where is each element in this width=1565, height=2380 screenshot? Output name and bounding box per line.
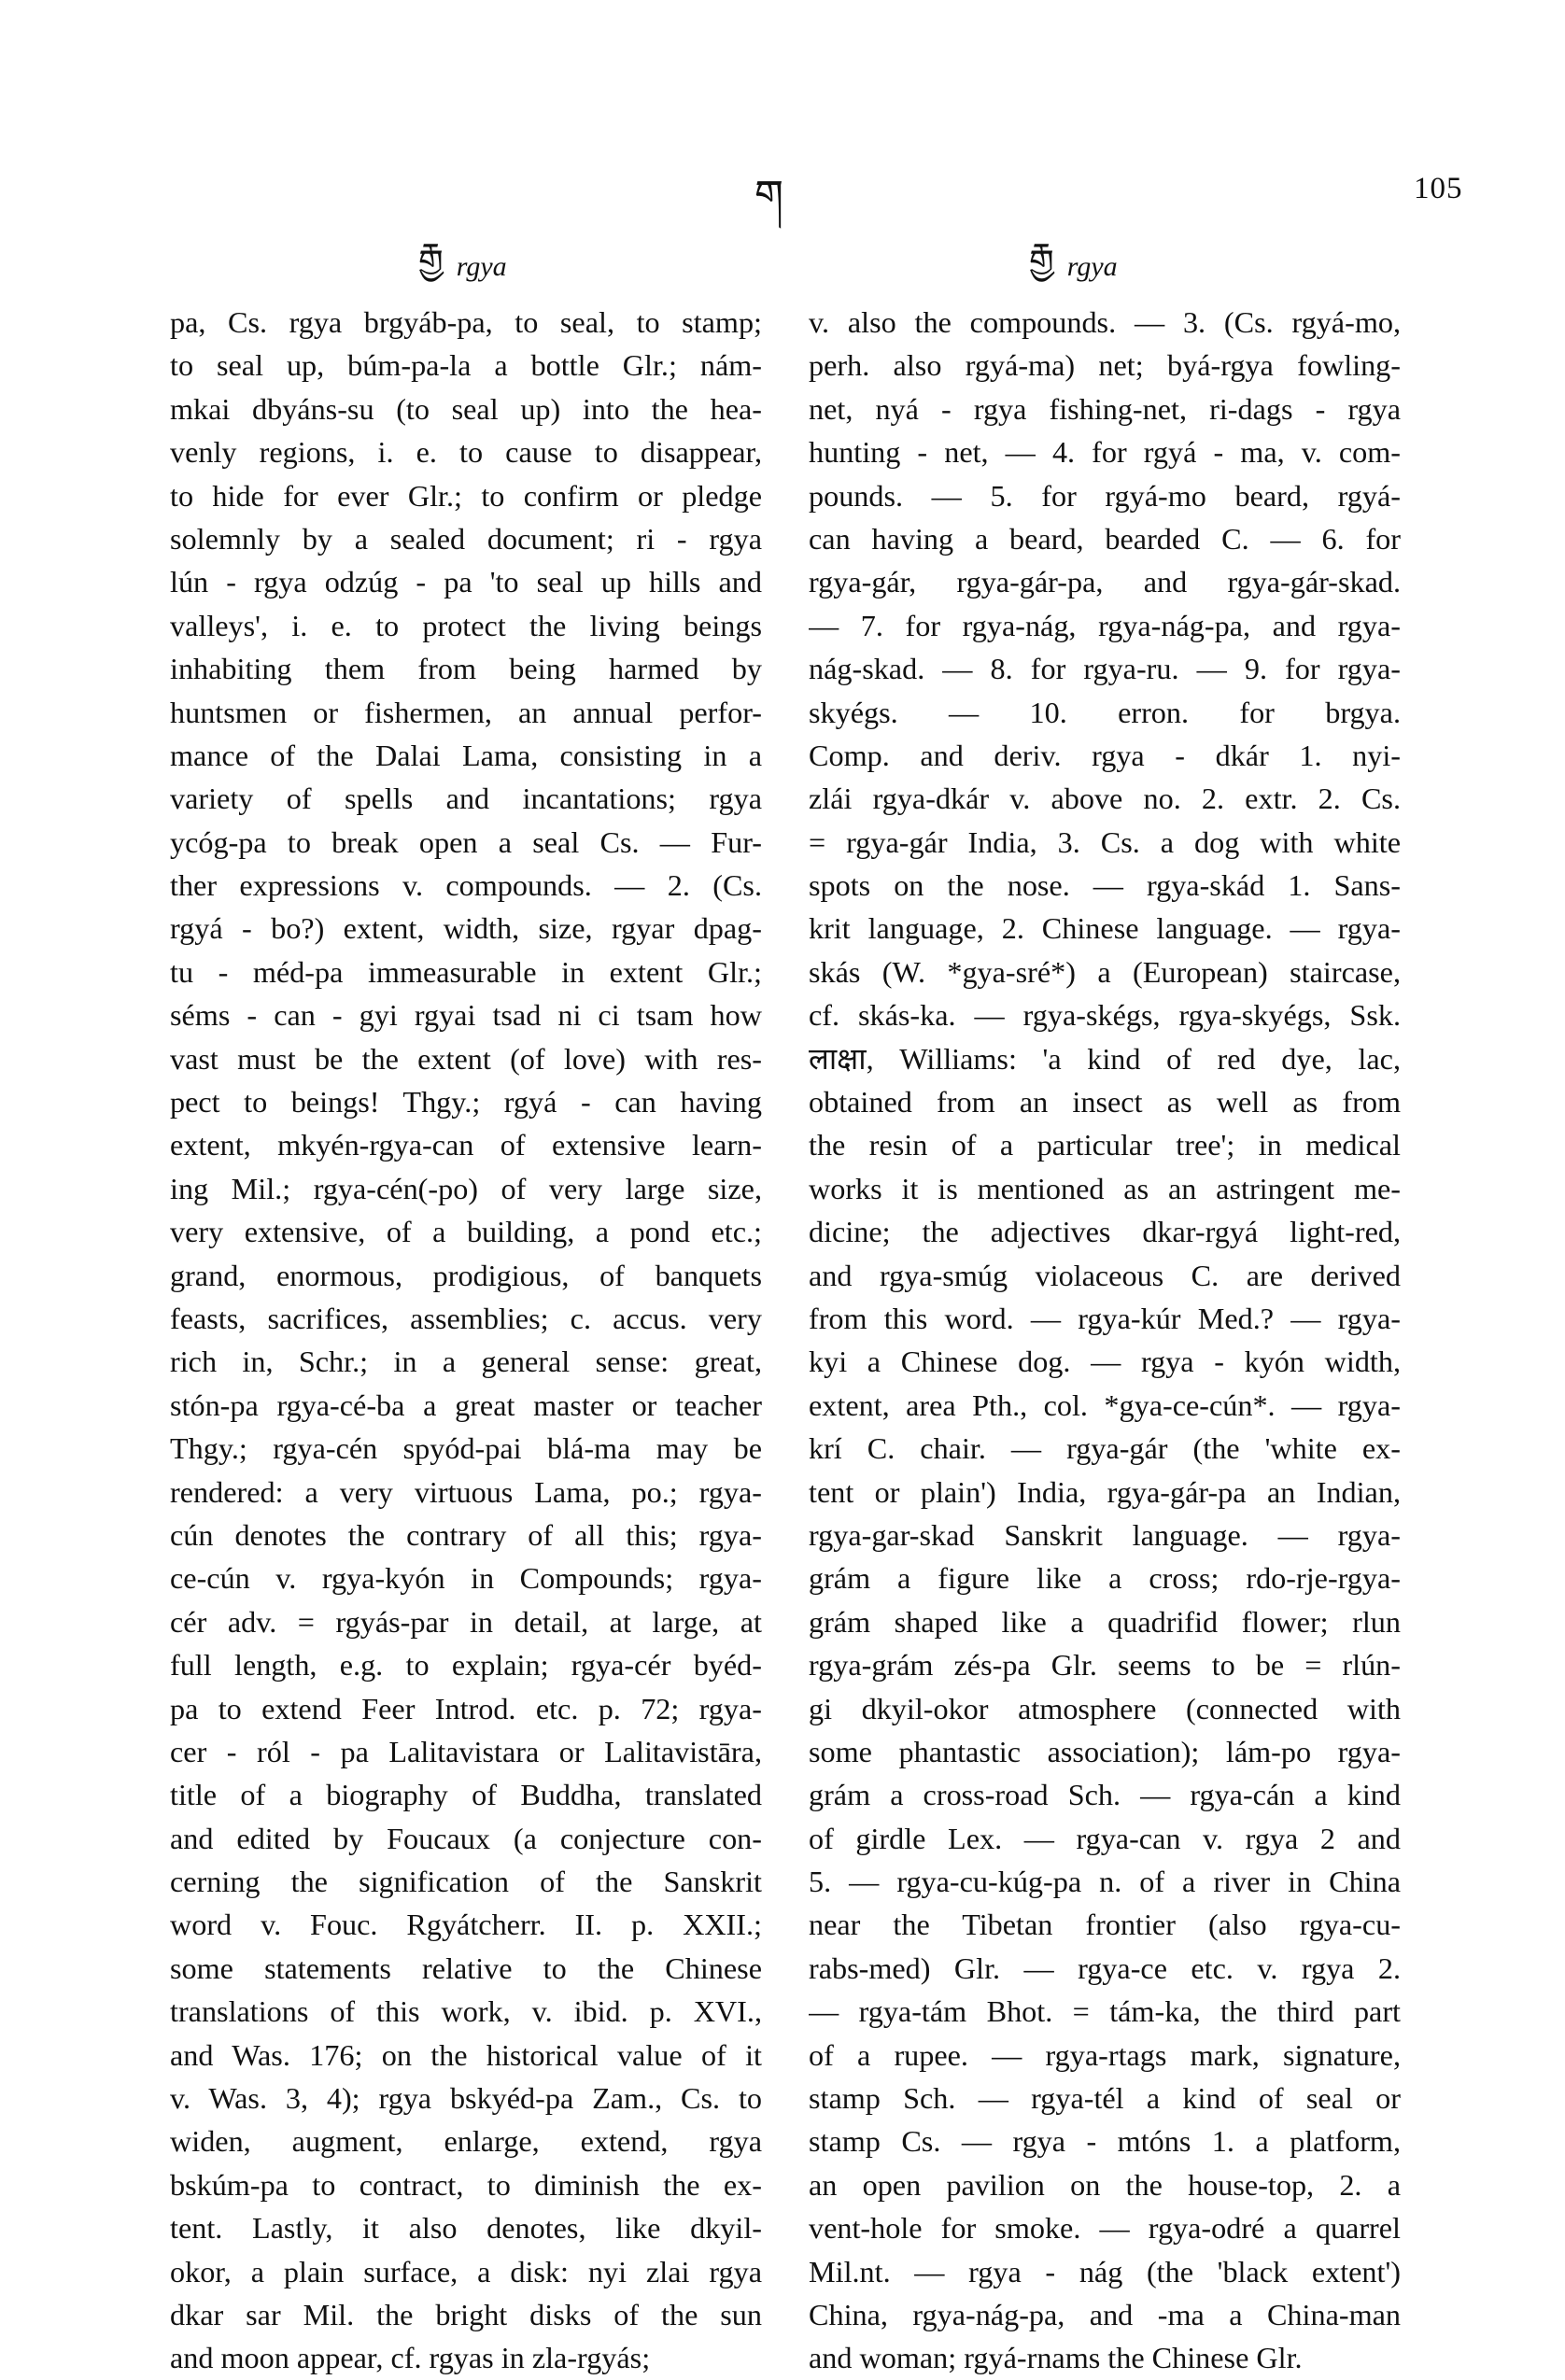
text-line: cér adv. = rgyás-par in detail, at large, at (170, 1604, 762, 1639)
text-line: full length, e.g. to explain; rgya-cér byéd- (170, 1648, 762, 1683)
text-line: perh. also rgyá-ma) net; byá-rgya fowling- (809, 348, 1401, 383)
text-line: cerning the signification of the Sanskrit (170, 1865, 762, 1899)
running-head-tibetan: རྒྱ (1029, 237, 1054, 276)
text-line: of a rupee. — rgya-rtags mark, signature, (809, 2037, 1401, 2072)
text-line: grám a figure like a cross; rdo-rje-rgya- (809, 1561, 1401, 1596)
text-line: bskúm-pa to contract, to diminish the ex- (170, 2167, 762, 2202)
text-line: China, rgya-nág-pa, and -ma a China-man (809, 2297, 1401, 2331)
text-line: séms - can - gyi rgyai tsad ni ci tsam how (170, 998, 762, 1033)
running-head-tibetan: རྒྱ (418, 237, 444, 276)
text-line: rabs-med) Glr. — rgya-ce etc. v. rgya 2. (809, 1950, 1401, 1985)
text-line: an open pavilion on the house-top, 2. a (809, 2167, 1401, 2202)
text-line: near the Tibetan frontier (also rgya-cu- (809, 1908, 1401, 1942)
text-line: and rgya-smúg violaceous C. are derived (809, 1258, 1401, 1292)
text-line: tu - méd-pa immeasurable in extent Glr.; (170, 954, 762, 989)
text-line: works it is mentioned as an astringent me- (809, 1171, 1401, 1205)
text-line: लाक्षा, Williams: 'a kind of red dye, lac, (809, 1041, 1401, 1076)
text-line: venly regions, i. e. to cause to disappear, (170, 435, 762, 470)
text-line: dicine; the adjectives dkar-rgyá light-red, (809, 1215, 1401, 1249)
left-column (170, 301, 762, 2380)
text-line: okor, a plain surface, a disk: nyi zlai rgya (170, 2254, 762, 2288)
text-line: rgya-gár, rgya-gár-pa, and rgya-gár-skad. (809, 565, 1401, 599)
text-line: and woman; rgyá-rnams the Chinese Glr. (809, 2341, 1303, 2375)
text-line: = rgya-gár India, 3. Cs. a dog with white (809, 824, 1401, 859)
text-line: variety of spells and incantations; rgya (170, 782, 762, 816)
text-line: huntsmen or fishermen, an annual perfor- (170, 695, 762, 729)
text-line: grand, enormous, prodigious, of banquets (170, 1258, 762, 1292)
text-line: widen, augment, enlarge, extend, rgya (170, 2124, 762, 2159)
text-line: from this word. — rgya-kúr Med.? — rgya- (809, 1301, 1401, 1335)
text-line: tent or plain') India, rgya-gár-pa an Indian, (809, 1474, 1401, 1509)
text-line: rgyá - bo?) extent, width, size, rgyar dpag- (170, 911, 762, 946)
text-line: obtained from an insect as well as from (809, 1085, 1401, 1120)
text-line: ther expressions v. compounds. — 2. (Cs. (170, 868, 762, 903)
text-line: cún denotes the contrary of all this; rgya- (170, 1517, 762, 1552)
text-line: pounds. — 5. for rgyá-mo beard, rgyá- (809, 478, 1401, 513)
text-line: krit language, 2. Chinese language. — rgya- (809, 911, 1401, 946)
text-line: — rgya-tám Bhot. = tám-ka, the third part (809, 1994, 1401, 2029)
text-line: tent. Lastly, it also denotes, like dkyil- (170, 2211, 762, 2246)
text-line: krí C. chair. — rgya-gár (the 'white ex- (809, 1431, 1401, 1466)
text-line: ing Mil.; rgya-cén(-po) of very large size, (170, 1171, 762, 1205)
text-line: of girdle Lex. — rgya-can v. rgya 2 and (809, 1821, 1401, 1855)
text-line: v. Was. 3, 4); rgya bskyéd-pa Zam., Cs. to (170, 2081, 762, 2116)
text-line: rich in, Schr.; in a general sense: great, (170, 1345, 762, 1379)
text-line: extent, mkyén-rgya-can of extensive learn- (170, 1128, 762, 1162)
text-line: vast must be the extent (of love) with res- (170, 1041, 762, 1076)
text-line: zlái rgya-dkár v. above no. 2. extr. 2. Cs. (809, 782, 1401, 816)
text-line: cf. skás-ka. — rgya-skégs, rgya-skyégs, Ssk. (809, 998, 1401, 1033)
text-line: — 7. for rgya-nág, rgya-nág-pa, and rgya- (809, 608, 1401, 642)
text-line: pa, Cs. rgya brgyáb-pa, to seal, to stamp; (170, 305, 762, 339)
text-line: 5. — rgya-cu-kúg-pa n. of a river in China (809, 1865, 1401, 1899)
text-line: some statements relative to the Chinese (170, 1950, 762, 1985)
text-line: spots on the nose. — rgya-skád 1. Sans- (809, 868, 1401, 903)
text-line: gi dkyil-okor atmosphere (connected with (809, 1691, 1401, 1725)
running-head-translit: rgya (456, 250, 507, 282)
text-line: pa to extend Feer Introd. etc. p. 72; rgya- (170, 1691, 762, 1725)
text-line: inhabiting them from being harmed by (170, 652, 762, 686)
text-line: Comp. and deriv. rgya - dkár 1. nyi- (809, 738, 1401, 772)
text-line: stamp Sch. — rgya-tél a kind of seal or (809, 2081, 1401, 2116)
text-line: feasts, sacrifices, assemblies; c. accus. very (170, 1301, 762, 1335)
text-line: and Was. 176; on the historical value of it (170, 2037, 762, 2072)
text-line: cer - ról - pa Lalitavistara or Lalitavistāra, (170, 1734, 762, 1768)
text-line: kyi a Chinese dog. — rgya - kyón width, (809, 1345, 1401, 1379)
text-line: rendered: a very virtuous Lama, po.; rgya- (170, 1474, 762, 1509)
text-line: the resin of a particular tree'; in medical (809, 1128, 1401, 1162)
text-line: to seal up, búm-pa-la a bottle Glr.; nám- (170, 348, 762, 383)
text-line: word v. Fouc. Rgyátcherr. II. p. XXII.; (170, 1908, 762, 1942)
text-line: title of a biography of Buddha, translated (170, 1778, 762, 1812)
text-line: stamp Cs. — rgya - mtóns 1. a platform, (809, 2124, 1401, 2159)
text-line: v. also the compounds. — 3. (Cs. rgyá-mo, (809, 305, 1401, 339)
text-line: rgya-gar-skad Sanskrit language. — rgya- (809, 1517, 1401, 1552)
page-number: 105 (1414, 172, 1463, 205)
text-line: mkai dbyáns-su (to seal up) into the hea- (170, 391, 762, 426)
text-line: skás (W. *gya-sré*) a (European) staircase, (809, 954, 1401, 989)
text-line: solemnly by a sealed document; ri - rgya (170, 521, 762, 556)
text-line: Thgy.; rgya-cén spyód-pai blá-ma may be (170, 1431, 762, 1466)
text-line: valleys', i. e. to protect the living beings (170, 608, 762, 642)
text-line: dkar sar Mil. the bright disks of the sun (170, 2297, 762, 2331)
text-line: Mil.nt. — rgya - nág (the 'black extent') (809, 2254, 1401, 2288)
text-line: rgya-grám zés-pa Glr. seems to be = rlún- (809, 1648, 1401, 1683)
text-line: stón-pa rgya-cé-ba a great master or teacher (170, 1387, 762, 1422)
right-column (809, 301, 1401, 2380)
text-line: ce-cún v. rgya-kyón in Compounds; rgya- (170, 1561, 762, 1596)
text-line: can having a beard, bearded C. — 6. for (809, 521, 1401, 556)
text-line: extent, area Pth., col. *gya-ce-cún*. — rgya- (809, 1387, 1401, 1422)
text-line: nág-skad. — 8. for rgya-ru. — 9. for rgya- (809, 652, 1401, 686)
text-line: very extensive, of a building, a pond etc.; (170, 1215, 762, 1249)
text-line: some phantastic association); lám-po rgya- (809, 1734, 1401, 1768)
text-line: net, nyá - rgya fishing-net, ri-dags - rgya (809, 391, 1401, 426)
text-line: translations of this work, v. ibid. p. XVI., (170, 1994, 762, 2029)
text-line: vent-hole for smoke. — rgya-odré a quarrel (809, 2211, 1401, 2246)
section-letter: ག (754, 173, 783, 218)
text-line: hunting - net, — 4. for rgyá - ma, v. com- (809, 435, 1401, 470)
text-line: skyégs. — 10. erron. for brgya. (809, 695, 1401, 729)
running-head-translit: rgya (1066, 250, 1118, 282)
text-line: and edited by Foucaux (a conjecture con- (170, 1821, 762, 1855)
text-line: and moon appear, cf. rgyas in zla-rgyás; (170, 2341, 651, 2375)
text-line: mance of the Dalai Lama, consisting in a (170, 738, 762, 772)
text-line: lún - rgya odzúg - pa 'to seal up hills and (170, 565, 762, 599)
text-line: grám shaped like a quadrifid flower; rlun (809, 1604, 1401, 1639)
text-line: ycóg-pa to break open a seal Cs. — Fur- (170, 824, 762, 859)
text-line: grám a cross-road Sch. — rgya-cán a kind (809, 1778, 1401, 1812)
text-line: to hide for ever Glr.; to confirm or pledge (170, 478, 762, 513)
text-line: pect to beings! Thgy.; rgyá - can having (170, 1085, 762, 1120)
